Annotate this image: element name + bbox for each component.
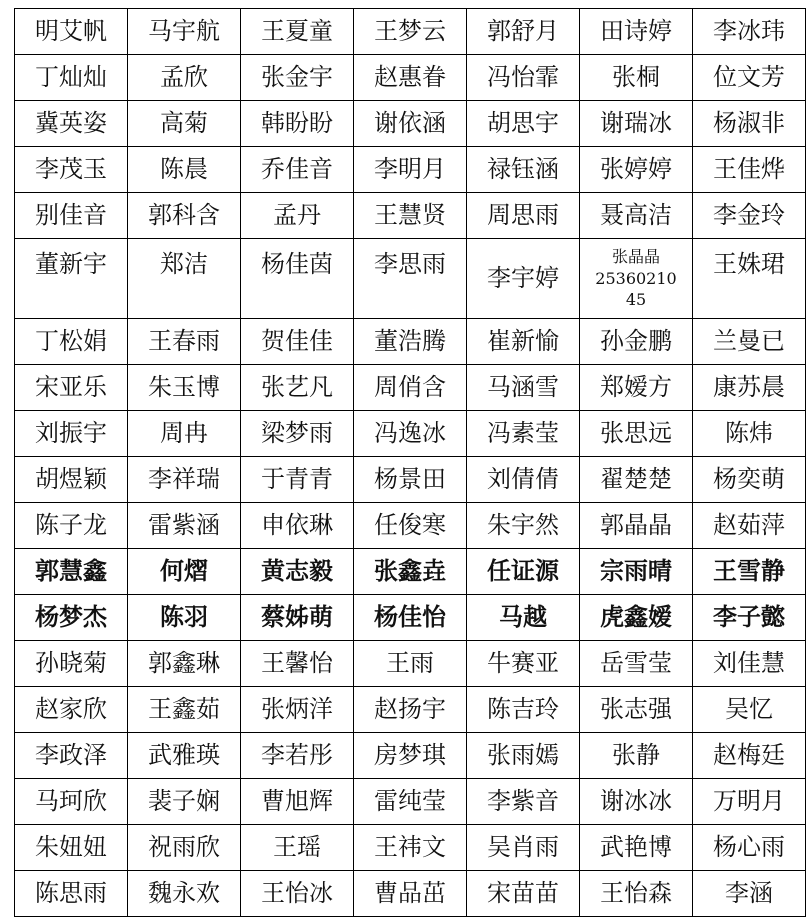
name-cell: 董新宇 (15, 239, 128, 319)
name-cell: 王鑫茹 (128, 687, 241, 733)
table-body (15, 9, 806, 917)
name-cell: 丁灿灿 (15, 55, 128, 101)
name-cell: 曹品茁 (354, 871, 467, 917)
name-cell: 郭舒月 (467, 9, 580, 55)
cell-id-text: 25360210 (595, 268, 677, 288)
name-cell: 马越 (467, 595, 580, 641)
table-row (15, 595, 806, 641)
name-cell: 马涵雪 (467, 365, 580, 411)
name-cell: 谢冰冰 (580, 779, 693, 825)
name-cell: 王怡冰 (241, 871, 354, 917)
name-cell: 王雪静 (693, 549, 806, 595)
table-row (15, 55, 806, 101)
name-cell: 雷纯莹 (354, 779, 467, 825)
name-cell: 宗雨晴 (580, 549, 693, 595)
name-cell: 李冰玮 (693, 9, 806, 55)
name-cell: 赵梅廷 (693, 733, 806, 779)
name-cell: 高菊 (128, 101, 241, 147)
name-cell: 郭鑫琳 (128, 641, 241, 687)
name-cell: 王梦云 (354, 9, 467, 55)
name-cell: 王祎文 (354, 825, 467, 871)
name-cell: 房梦琪 (354, 733, 467, 779)
name-cell: 张思远 (580, 411, 693, 457)
name-cell: 马珂欣 (15, 779, 128, 825)
name-cell: 王怡森 (580, 871, 693, 917)
name-cell: 赵惠眷 (354, 55, 467, 101)
name-cell: 陈思雨 (15, 871, 128, 917)
name-cell: 张雨嫣 (467, 733, 580, 779)
name-cell: 聂高洁 (580, 193, 693, 239)
name-cell: 宋苗苗 (467, 871, 580, 917)
name-cell: 冀英姿 (15, 101, 128, 147)
name-cell: 朱妞妞 (15, 825, 128, 871)
name-cell: 郭科含 (128, 193, 241, 239)
table-row (15, 779, 806, 825)
name-cell: 刘振宇 (15, 411, 128, 457)
name-cell: 孙晓菊 (15, 641, 128, 687)
name-cell: 张志强 (580, 687, 693, 733)
name-cell: 谢依涵 (354, 101, 467, 147)
name-cell: 周冉 (128, 411, 241, 457)
table-row (15, 365, 806, 411)
name-cell: 郑嫒方 (580, 365, 693, 411)
name-cell: 张桐 (580, 55, 693, 101)
name-cell: 张艺凡 (241, 365, 354, 411)
name-cell: 梁梦雨 (241, 411, 354, 457)
name-cell: 任俊寒 (354, 503, 467, 549)
name-cell: 武艳博 (580, 825, 693, 871)
name-cell: 孟丹 (241, 193, 354, 239)
name-cell: 赵家欣 (15, 687, 128, 733)
name-cell: 冯逸冰 (354, 411, 467, 457)
name-cell: 申依琳 (241, 503, 354, 549)
name-cell: 宋亚乐 (15, 365, 128, 411)
name-cell: 李宇婷 (467, 239, 580, 319)
name-cell: 谢瑞冰 (580, 101, 693, 147)
name-cell: 杨淑非 (693, 101, 806, 147)
name-cell: 李子懿 (693, 595, 806, 641)
name-cell: 王瑶 (241, 825, 354, 871)
name-cell: 王夏童 (241, 9, 354, 55)
name-cell: 张静 (580, 733, 693, 779)
table-row (15, 147, 806, 193)
name-cell: 杨梦杰 (15, 595, 128, 641)
name-cell: 李紫音 (467, 779, 580, 825)
name-cell: 李金玲 (693, 193, 806, 239)
name-cell: 陈羽 (128, 595, 241, 641)
name-cell: 魏永欢 (128, 871, 241, 917)
name-cell: 胡思宇 (467, 101, 580, 147)
cell-id-text: 45 (625, 290, 647, 310)
table-row (15, 411, 806, 457)
name-cell: 赵扬宇 (354, 687, 467, 733)
name-cell: 周俏含 (354, 365, 467, 411)
name-cell: 李思雨 (354, 239, 467, 319)
table-row (15, 733, 806, 779)
name-cell: 冯怡霏 (467, 55, 580, 101)
table-row (15, 825, 806, 871)
name-cell: 祝雨欣 (128, 825, 241, 871)
name-cell: 吴忆 (693, 687, 806, 733)
table-row (15, 101, 806, 147)
table-row (15, 239, 806, 319)
name-cell: 张婷婷 (580, 147, 693, 193)
name-cell: 董浩腾 (354, 319, 467, 365)
name-cell: 贺佳佳 (241, 319, 354, 365)
table-row (15, 457, 806, 503)
name-cell: 李若彤 (241, 733, 354, 779)
name-cell: 陈炜 (693, 411, 806, 457)
name-cell: 黄志毅 (241, 549, 354, 595)
table-row (15, 549, 806, 595)
name-cell: 郑洁 (128, 239, 241, 319)
name-cell: 明艾帆 (15, 9, 128, 55)
name-cell: 位文芳 (693, 55, 806, 101)
name-cell: 胡煜颖 (15, 457, 128, 503)
name-cell: 杨佳茵 (241, 239, 354, 319)
table-row (15, 641, 806, 687)
table-row (15, 9, 806, 55)
name-cell: 杨佳怡 (354, 595, 467, 641)
name-cell: 杨奕萌 (693, 457, 806, 503)
name-table (14, 8, 806, 917)
name-cell: 万明月 (693, 779, 806, 825)
name-cell: 朱宇然 (467, 503, 580, 549)
name-cell: 张炳洋 (241, 687, 354, 733)
name-cell: 刘佳慧 (693, 641, 806, 687)
name-cell: 何熠 (128, 549, 241, 595)
name-cell: 崔新愉 (467, 319, 580, 365)
table-row (15, 193, 806, 239)
name-cell: 杨心雨 (693, 825, 806, 871)
name-cell: 王慧贤 (354, 193, 467, 239)
name-cell: 乔佳音 (241, 147, 354, 193)
name-cell: 于青青 (241, 457, 354, 503)
name-cell: 岳雪莹 (580, 641, 693, 687)
name-cell: 赵茹萍 (693, 503, 806, 549)
name-cell: 丁松娟 (15, 319, 128, 365)
name-cell: 蔡姊萌 (241, 595, 354, 641)
name-cell: 李涵 (693, 871, 806, 917)
name-cell: 翟楚楚 (580, 457, 693, 503)
name-cell: 李祥瑞 (128, 457, 241, 503)
name-cell: 兰曼已 (693, 319, 806, 365)
name-cell: 韩盼盼 (241, 101, 354, 147)
name-cell: 禄钰涵 (467, 147, 580, 193)
name-cell: 王雨 (354, 641, 467, 687)
name-cell: 周思雨 (467, 193, 580, 239)
name-cell: 陈吉玲 (467, 687, 580, 733)
name-cell: 张金宇 (241, 55, 354, 101)
name-cell: 王春雨 (128, 319, 241, 365)
name-cell: 郭晶晶 (580, 503, 693, 549)
name-cell: 武雅瑛 (128, 733, 241, 779)
table-row (15, 687, 806, 733)
name-cell: 陈子龙 (15, 503, 128, 549)
name-cell: 任证源 (467, 549, 580, 595)
name-cell: 李明月 (354, 147, 467, 193)
name-cell: 雷紫涵 (128, 503, 241, 549)
name-cell: 孟欣 (128, 55, 241, 101)
table-row (15, 319, 806, 365)
name-cell: 陈晨 (128, 147, 241, 193)
name-cell: 虎鑫嫒 (580, 595, 693, 641)
table-row (15, 503, 806, 549)
name-cell: 别佳音 (15, 193, 128, 239)
name-cell: 李茂玉 (15, 147, 128, 193)
name-cell: 曹旭辉 (241, 779, 354, 825)
cell-name-text: 张晶晶 (611, 247, 660, 267)
name-cell: 牛赛亚 (467, 641, 580, 687)
name-cell: 王佳烨 (693, 147, 806, 193)
name-cell-with-id (580, 239, 693, 319)
name-cell: 吴肖雨 (467, 825, 580, 871)
name-cell: 冯素莹 (467, 411, 580, 457)
name-cell: 孙金鹏 (580, 319, 693, 365)
name-cell: 朱玉博 (128, 365, 241, 411)
name-cell: 李政泽 (15, 733, 128, 779)
name-cell: 马宇航 (128, 9, 241, 55)
name-cell: 张鑫垚 (354, 549, 467, 595)
name-cell: 刘倩倩 (467, 457, 580, 503)
name-cell: 裴子娴 (128, 779, 241, 825)
name-cell: 王馨怡 (241, 641, 354, 687)
name-cell: 郭慧鑫 (15, 549, 128, 595)
name-cell: 王姝珺 (693, 239, 806, 319)
name-cell: 杨景田 (354, 457, 467, 503)
name-cell: 康苏晨 (693, 365, 806, 411)
name-cell: 田诗婷 (580, 9, 693, 55)
